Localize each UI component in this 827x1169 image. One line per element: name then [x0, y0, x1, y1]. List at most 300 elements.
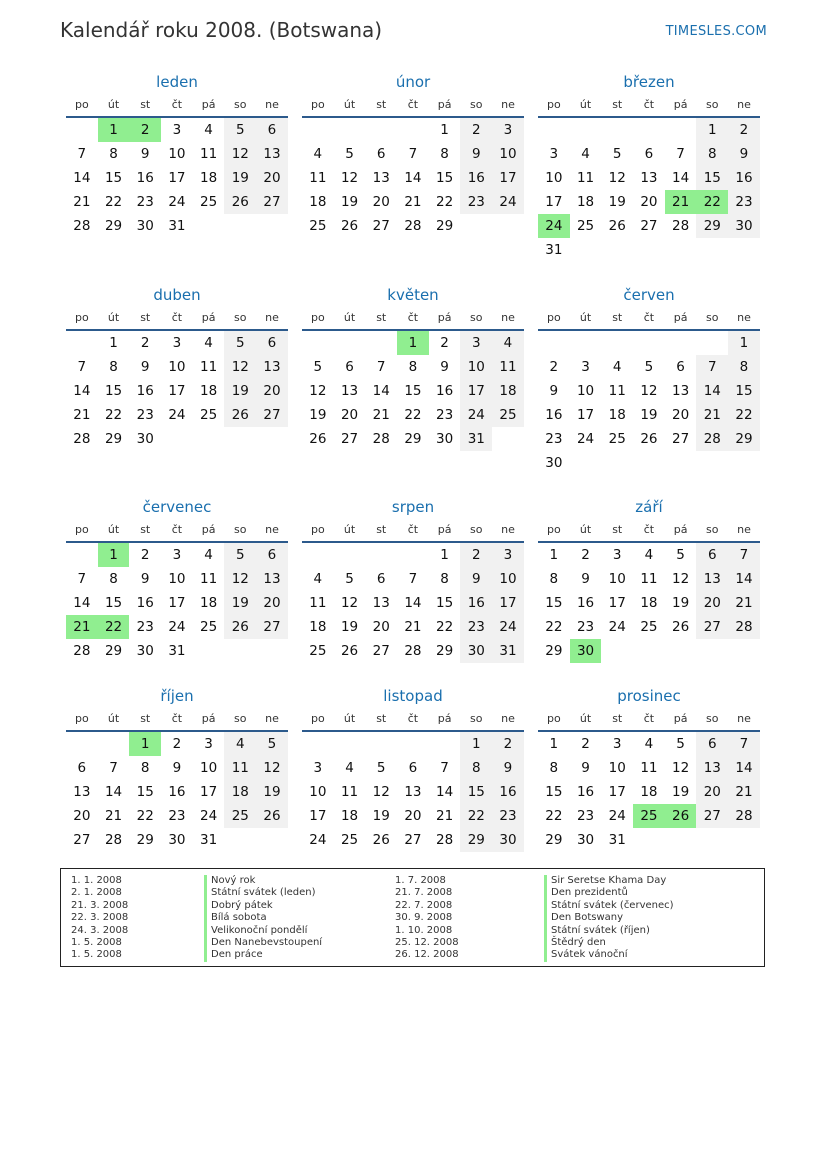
day-cell: 7 — [408, 571, 418, 587]
day-cell: 24 — [538, 214, 570, 238]
day-cell: 8 — [109, 146, 118, 162]
day-cell: 23 — [136, 619, 154, 635]
day-cell: 28 — [372, 431, 390, 447]
day-cell: 18 — [576, 194, 595, 210]
day-cell: 3 — [172, 547, 182, 563]
legend-holiday-name: Sir Seretse Khama Day — [544, 875, 674, 887]
weekday-label: čt — [643, 712, 655, 725]
day-cell: 2 — [140, 547, 150, 563]
day-cell: 12 — [672, 571, 690, 587]
day-cell: 16 — [576, 595, 595, 611]
day-cell: 24 — [460, 403, 492, 427]
legend-holiday-name: Den Botswany — [544, 912, 674, 924]
day-cell: 5 — [676, 547, 685, 563]
weekday-label: ne — [501, 523, 515, 536]
day-cell: 28 — [73, 643, 91, 659]
day-cell: 13 — [672, 383, 690, 399]
month-name: duben — [153, 286, 201, 304]
day-cell: 11 — [608, 383, 626, 399]
empty-cell — [66, 331, 98, 355]
day-cell: 28 — [672, 218, 690, 234]
day-cell: 14 — [73, 170, 91, 186]
empty-cell — [334, 543, 366, 567]
day-cell: 15 — [545, 595, 563, 611]
month-block — [66, 684, 288, 852]
day-cell: 6 — [256, 118, 288, 142]
day-cell: 19 — [224, 379, 256, 403]
weekday-label: út — [107, 712, 120, 725]
day-cell: 13 — [640, 170, 658, 186]
weekday-label: ne — [737, 311, 751, 324]
weekday-label: po — [310, 523, 325, 536]
day-cell: 11 — [224, 756, 256, 780]
day-cell: 4 — [581, 146, 590, 162]
weekday-label: út — [579, 98, 592, 111]
day-cell: 23 — [728, 190, 760, 214]
day-cell: 26 — [608, 218, 626, 234]
day-grid — [66, 543, 288, 663]
day-cell: 25 — [640, 619, 658, 635]
day-cell: 28 — [696, 427, 728, 451]
day-cell: 23 — [492, 804, 524, 828]
empty-cell — [665, 331, 697, 355]
holiday-legend — [60, 868, 765, 967]
day-cell: 7 — [376, 359, 386, 375]
empty-cell — [397, 543, 429, 567]
day-cell: 4 — [492, 331, 524, 355]
day-cell: 3 — [172, 335, 182, 351]
day-cell: 30 — [168, 832, 186, 848]
day-cell: 19 — [256, 780, 288, 804]
weekday-header — [538, 307, 760, 331]
day-cell: 14 — [104, 784, 123, 800]
day-cell: 11 — [576, 170, 595, 186]
day-cell: 7 — [77, 146, 87, 162]
brand-link[interactable]: TIMESLES.COM — [665, 24, 767, 39]
month-name: leden — [156, 73, 198, 91]
weekday-label: út — [343, 98, 356, 111]
weekday-label: út — [343, 712, 356, 725]
day-cell: 27 — [372, 643, 390, 659]
day-cell: 26 — [665, 804, 697, 828]
day-cell: 10 — [492, 142, 524, 166]
weekday-label: pá — [673, 311, 688, 324]
day-cell: 3 — [204, 736, 213, 752]
day-cell: 21 — [66, 615, 98, 639]
day-cell: 16 — [545, 407, 563, 423]
weekday-label: st — [140, 311, 151, 324]
empty-cell — [66, 732, 98, 756]
day-cell: 14 — [672, 170, 690, 186]
day-cell: 6 — [256, 543, 288, 567]
day-cell: 17 — [608, 595, 626, 611]
day-cell: 1 — [696, 118, 728, 142]
weekday-label: st — [140, 98, 151, 111]
day-cell: 16 — [436, 383, 454, 399]
day-cell: 24 — [608, 619, 626, 635]
weekday-label: po — [310, 98, 325, 111]
month-block — [66, 495, 288, 663]
weekday-label: so — [470, 311, 483, 324]
day-cell: 9 — [549, 383, 559, 399]
day-cell: 22 — [136, 808, 154, 824]
day-cell: 25 — [492, 403, 524, 427]
empty-cell — [397, 118, 429, 142]
day-cell: 4 — [644, 547, 654, 563]
day-cell: 28 — [404, 218, 422, 234]
weekday-label: so — [706, 712, 719, 725]
day-cell: 31 — [492, 639, 524, 663]
day-cell: 1 — [397, 331, 429, 355]
empty-cell — [334, 331, 366, 355]
empty-cell — [66, 543, 98, 567]
day-cell: 27 — [256, 190, 288, 214]
weekday-label: čt — [407, 712, 419, 725]
day-cell: 1 — [129, 732, 161, 756]
month-name: červenec — [142, 498, 212, 516]
weekday-label: pá — [201, 311, 216, 324]
day-cell: 15 — [436, 170, 454, 186]
day-cell: 5 — [224, 118, 256, 142]
day-cell: 16 — [576, 784, 595, 800]
day-cell: 3 — [581, 359, 590, 375]
day-cell: 14 — [436, 784, 454, 800]
day-cell: 29 — [436, 218, 454, 234]
day-cell: 25 — [608, 431, 626, 447]
weekday-header — [538, 94, 760, 118]
day-cell: 18 — [200, 170, 218, 186]
month-name: únor — [395, 73, 431, 91]
day-cell: 3 — [492, 118, 524, 142]
weekday-label: so — [706, 523, 719, 536]
day-cell: 26 — [224, 403, 256, 427]
day-cell: 20 — [372, 619, 390, 635]
weekday-label: st — [376, 311, 387, 324]
day-cell: 1 — [728, 331, 760, 355]
day-cell: 3 — [492, 543, 524, 567]
legend-holiday-name: Velikonoční pondělí — [204, 925, 322, 937]
empty-cell — [538, 331, 570, 355]
day-cell: 6 — [408, 760, 418, 776]
month-name: srpen — [391, 498, 435, 516]
day-cell: 8 — [549, 760, 559, 776]
month-block — [538, 283, 760, 475]
empty-cell — [397, 732, 429, 756]
legend-holiday-name: Státní svátek (leden) — [204, 887, 322, 899]
empty-cell — [365, 118, 397, 142]
day-cell: 24 — [309, 832, 327, 848]
day-cell: 21 — [73, 194, 91, 210]
empty-cell — [570, 331, 602, 355]
day-cell: 19 — [372, 808, 390, 824]
empty-cell — [98, 732, 130, 756]
day-cell: 31 — [460, 427, 492, 451]
day-cell: 19 — [672, 784, 690, 800]
month-name: březen — [623, 73, 675, 91]
empty-cell — [365, 331, 397, 355]
weekday-label: st — [376, 98, 387, 111]
day-cell: 29 — [696, 214, 728, 238]
day-cell: 19 — [224, 591, 256, 615]
day-cell: 6 — [256, 331, 288, 355]
day-cell: 13 — [372, 170, 390, 186]
day-cell: 1 — [109, 335, 118, 351]
day-cell: 23 — [136, 407, 154, 423]
weekday-label: pá — [201, 98, 216, 111]
day-cell: 13 — [696, 756, 728, 780]
day-cell: 18 — [608, 407, 626, 423]
weekday-header — [538, 519, 760, 543]
empty-cell — [302, 732, 334, 756]
day-cell: 29 — [545, 643, 563, 659]
weekday-label: út — [579, 311, 592, 324]
legend-holiday-name: Den Nanebevstoupení — [204, 937, 322, 949]
day-cell: 22 — [98, 615, 130, 639]
day-cell: 3 — [460, 331, 492, 355]
day-cell: 14 — [372, 383, 390, 399]
weekday-label: ne — [737, 98, 751, 111]
day-cell: 16 — [136, 383, 154, 399]
weekday-label: po — [310, 311, 325, 324]
day-cell: 21 — [436, 808, 454, 824]
day-cell: 15 — [436, 595, 454, 611]
day-cell: 11 — [200, 146, 218, 162]
day-cell: 31 — [545, 242, 563, 258]
day-cell: 3 — [612, 736, 622, 752]
day-cell: 23 — [576, 808, 595, 824]
day-cell: 6 — [77, 760, 87, 776]
empty-cell — [302, 543, 334, 567]
day-cell: 15 — [404, 383, 422, 399]
day-cell: 25 — [200, 407, 218, 423]
day-cell: 30 — [728, 214, 760, 238]
month-block — [538, 70, 760, 262]
day-cell: 26 — [309, 431, 327, 447]
day-cell: 21 — [728, 780, 760, 804]
day-cell: 6 — [696, 732, 728, 756]
month-name: prosinec — [617, 687, 681, 705]
day-cell: 12 — [672, 760, 690, 776]
day-cell: 8 — [460, 756, 492, 780]
day-cell: 28 — [728, 804, 760, 828]
weekday-header — [302, 94, 524, 118]
month-name: listopad — [383, 687, 443, 705]
weekday-label: po — [74, 712, 89, 725]
day-cell: 27 — [672, 431, 690, 447]
weekday-label: st — [140, 523, 151, 536]
day-cell: 19 — [340, 619, 359, 635]
day-cell: 28 — [73, 218, 91, 234]
legend-holiday-name: Den prezidentů — [544, 887, 674, 899]
day-cell: 10 — [168, 359, 186, 375]
legend-date: 1. 1. 2008 — [71, 875, 122, 886]
day-cell: 25 — [200, 194, 218, 210]
day-cell: 29 — [104, 218, 123, 234]
day-cell: 19 — [640, 407, 658, 423]
weekday-header — [538, 708, 760, 732]
day-cell: 22 — [436, 194, 454, 210]
day-cell: 17 — [545, 194, 563, 210]
weekday-label: čt — [407, 523, 419, 536]
day-cell: 16 — [136, 595, 154, 611]
month-name: květen — [387, 286, 439, 304]
month-block — [302, 495, 524, 663]
day-cell: 13 — [340, 383, 359, 399]
day-cell: 22 — [545, 808, 563, 824]
day-cell: 7 — [728, 543, 760, 567]
empty-cell — [570, 118, 602, 142]
weekday-header — [302, 519, 524, 543]
empty-cell — [633, 331, 665, 355]
day-cell: 24 — [492, 190, 524, 214]
day-cell: 2 — [460, 118, 492, 142]
weekday-header — [302, 708, 524, 732]
day-cell: 14 — [404, 170, 422, 186]
day-cell: 2 — [581, 547, 590, 563]
day-cell: 10 — [460, 355, 492, 379]
legend-date: 22. 7. 2008 — [395, 899, 453, 911]
day-cell: 15 — [728, 379, 760, 403]
day-grid — [538, 732, 760, 852]
weekday-label: ne — [265, 523, 279, 536]
day-cell: 23 — [460, 190, 492, 214]
day-cell: 15 — [104, 383, 123, 399]
weekday-label: so — [234, 523, 247, 536]
month-block — [66, 283, 288, 451]
weekday-label: po — [546, 523, 561, 536]
weekday-label: po — [546, 98, 561, 111]
day-cell: 18 — [340, 808, 359, 824]
day-cell: 27 — [404, 832, 422, 848]
day-cell: 30 — [492, 828, 524, 852]
day-cell: 23 — [436, 407, 454, 423]
day-cell: 14 — [696, 379, 728, 403]
day-cell: 17 — [608, 784, 626, 800]
weekday-header — [66, 94, 288, 118]
day-cell: 4 — [345, 760, 354, 776]
month-name: červen — [623, 286, 675, 304]
weekday-label: čt — [171, 712, 183, 725]
day-cell: 4 — [204, 335, 213, 351]
day-cell: 26 — [224, 615, 256, 639]
day-cell: 5 — [256, 732, 288, 756]
day-cell: 2 — [129, 118, 161, 142]
day-cell: 30 — [136, 643, 154, 659]
weekday-label: út — [343, 523, 356, 536]
day-cell: 20 — [256, 591, 288, 615]
day-cell: 18 — [309, 619, 327, 635]
day-cell: 18 — [640, 784, 658, 800]
day-cell: 5 — [644, 359, 654, 375]
day-cell: 13 — [73, 784, 91, 800]
day-cell: 30 — [436, 431, 454, 447]
day-cell: 30 — [136, 218, 154, 234]
day-cell: 22 — [545, 619, 563, 635]
day-cell: 11 — [640, 571, 658, 587]
day-cell: 7 — [676, 146, 685, 162]
day-cell: 15 — [545, 784, 563, 800]
day-cell: 7 — [728, 732, 760, 756]
weekday-label: pá — [673, 712, 688, 725]
day-cell: 27 — [340, 431, 359, 447]
day-cell: 24 — [200, 808, 218, 824]
day-cell: 3 — [172, 122, 182, 138]
day-cell: 6 — [376, 146, 386, 162]
day-cell: 2 — [549, 359, 559, 375]
day-cell: 27 — [73, 832, 91, 848]
empty-cell — [538, 118, 570, 142]
day-cell: 24 — [608, 808, 626, 824]
empty-cell — [633, 118, 665, 142]
legend-dates-left — [71, 875, 128, 962]
weekday-label: čt — [643, 523, 655, 536]
day-cell: 11 — [640, 760, 658, 776]
empty-cell — [334, 118, 366, 142]
day-cell: 25 — [200, 619, 218, 635]
day-cell: 27 — [256, 615, 288, 639]
legend-date: 24. 3. 2008 — [71, 924, 129, 936]
legend-date: 1. 7. 2008 — [395, 875, 446, 886]
weekday-label: so — [234, 712, 247, 725]
day-cell: 2 — [440, 335, 449, 351]
day-cell: 24 — [168, 407, 186, 423]
day-cell: 7 — [77, 359, 87, 375]
day-cell: 1 — [98, 543, 130, 567]
day-cell: 14 — [404, 595, 422, 611]
empty-cell — [365, 543, 397, 567]
weekday-label: so — [470, 523, 483, 536]
day-cell: 10 — [492, 567, 524, 591]
day-cell: 5 — [676, 736, 685, 752]
day-cell: 22 — [436, 619, 454, 635]
day-cell: 27 — [640, 218, 658, 234]
day-cell: 26 — [256, 804, 288, 828]
weekday-label: st — [612, 523, 623, 536]
day-cell: 4 — [612, 359, 622, 375]
day-cell: 1 — [440, 122, 449, 138]
day-cell: 20 — [256, 166, 288, 190]
weekday-label: st — [612, 712, 623, 725]
weekday-label: po — [546, 311, 561, 324]
day-cell: 26 — [640, 431, 658, 447]
day-cell: 29 — [436, 643, 454, 659]
empty-cell — [365, 732, 397, 756]
weekday-header — [302, 307, 524, 331]
legend-holiday-name: Nový rok — [204, 875, 322, 887]
day-cell: 22 — [104, 194, 123, 210]
day-cell: 6 — [345, 359, 354, 375]
day-cell: 8 — [109, 359, 118, 375]
day-cell: 2 — [492, 732, 524, 756]
day-cell: 24 — [168, 619, 186, 635]
day-grid — [302, 331, 524, 451]
day-grid — [66, 118, 288, 238]
day-cell: 9 — [460, 567, 492, 591]
day-cell: 21 — [372, 407, 390, 423]
weekday-label: ne — [737, 523, 751, 536]
day-cell: 14 — [73, 383, 91, 399]
day-cell: 23 — [168, 808, 186, 824]
day-cell: 19 — [608, 194, 626, 210]
day-cell: 27 — [256, 403, 288, 427]
day-cell: 19 — [309, 407, 327, 423]
month-block — [302, 70, 524, 238]
weekday-label: po — [74, 523, 89, 536]
day-cell: 20 — [404, 808, 422, 824]
day-cell: 21 — [404, 619, 422, 635]
weekday-label: pá — [201, 712, 216, 725]
day-cell: 4 — [204, 547, 213, 563]
